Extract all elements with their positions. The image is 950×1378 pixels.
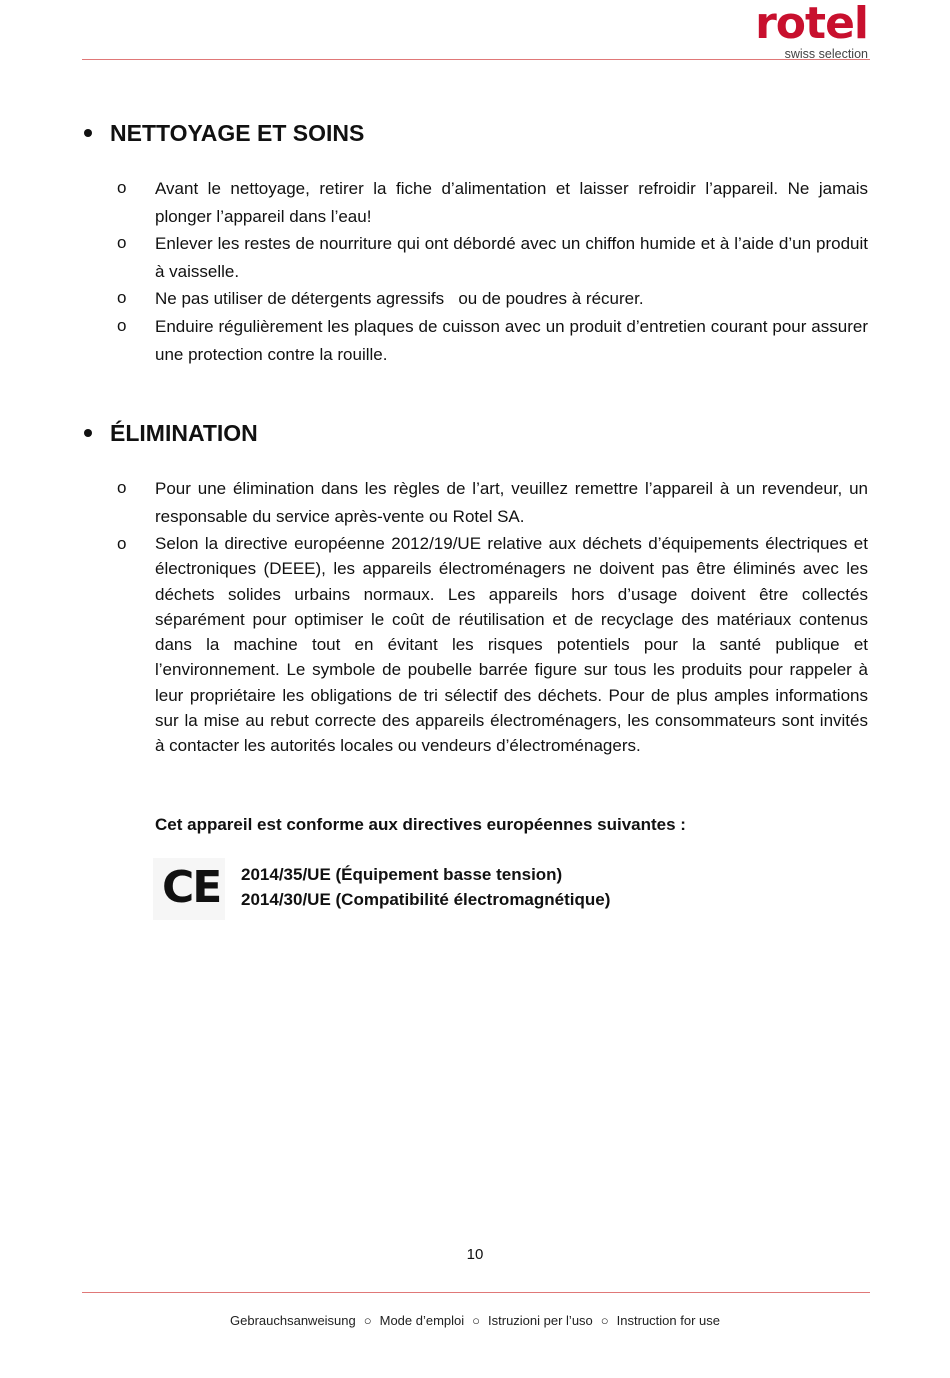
bullet-circle-icon: o [117, 478, 127, 497]
bullet-circle-icon: o [117, 178, 127, 197]
separator-circle-icon: ○ [600, 1313, 609, 1328]
list-item-text: Enduire régulièrement les plaques de cuisson avec un produit d’entretien courant pour assurer une protection contre la rouille. [155, 317, 868, 364]
directive-low-voltage: 2014/35/UE (Équipement basse tension) [241, 865, 563, 884]
logo-tagline: swiss selection [784, 47, 868, 61]
list-item-text: Ne pas utiliser de détergents agressifs ou de poudres à récurer. [155, 289, 644, 308]
directive-emc: 2014/30/UE (Compatibilité électromagnétique) [241, 890, 611, 909]
logo-wordmark: rotel [755, 0, 868, 49]
footer-divider [82, 1292, 870, 1293]
footer-lang-fr: Mode d’emploi [379, 1313, 465, 1328]
ce-mark-icon: CE [162, 862, 221, 913]
bullet-circle-icon: o [117, 288, 127, 307]
footer-lang-de: Gebrauchsanweisung [230, 1313, 356, 1328]
footer-lang-it: Istruzioni per l’uso [488, 1313, 593, 1328]
list-item-text: Selon la directive européenne 2012/19/UE relative aux déchets d’équipements électriques et électroniques (DEEE), les appareils électroménagers ne doivent pas être éliminés avec les déchets solides urbains normaux. Les appareils hors d’usage doivent être collectés séparément pour optimiser le coût de réutilisation et de recyclage des matériaux contenus dans la machine tout en évitant les risques potentiels pour la santé publique et l’environnement. Le symbole de poubelle barrée figure sur tous les produits pour rappeler à leur propriétaire les obligations de tri sélectif des déchets. Pour de plus amples informations sur la mise au rebut correcte des appareils électroménagers, les consommateurs sont invités à contacter les autorités locales ou vendeurs d’électroménagers. [155, 534, 868, 756]
bullet-dot-icon [84, 429, 92, 437]
conformity-statement: Cet appareil est conforme aux directives européennes suivantes : [155, 815, 686, 834]
list-item-text: Enlever les restes de nourriture qui ont débordé avec un chiffon humide et à l’aide d’un produit à vaisselle. [155, 234, 868, 281]
bullet-circle-icon: o [117, 534, 127, 553]
separator-circle-icon: ○ [472, 1313, 481, 1328]
section-title-nettoyage: NETTOYAGE ET SOINS [82, 119, 364, 147]
bullet-dot-icon [84, 129, 92, 137]
list-item-text: Pour une élimination dans les règles de l’art, veuillez remettre l’appareil à un revendeur, un responsable du service après-vente ou Rotel SA. [155, 479, 868, 526]
header-divider [82, 59, 870, 60]
brand-logo [723, 0, 868, 61]
bullet-circle-icon: o [117, 233, 127, 252]
page-number: 10 [466, 1246, 484, 1263]
list-item-text: Avant le nettoyage, retirer la fiche d’alimentation et laisser refroidir l’appareil. Ne jamais plonger l’appareil dans l’eau! [155, 179, 868, 226]
separator-circle-icon: ○ [363, 1313, 372, 1328]
section-title-elimination: ÉLIMINATION [82, 419, 258, 447]
bullet-circle-icon: o [117, 316, 127, 335]
footer-lang-en: Instruction for use [616, 1313, 720, 1328]
footer-languages [0, 1313, 950, 1328]
